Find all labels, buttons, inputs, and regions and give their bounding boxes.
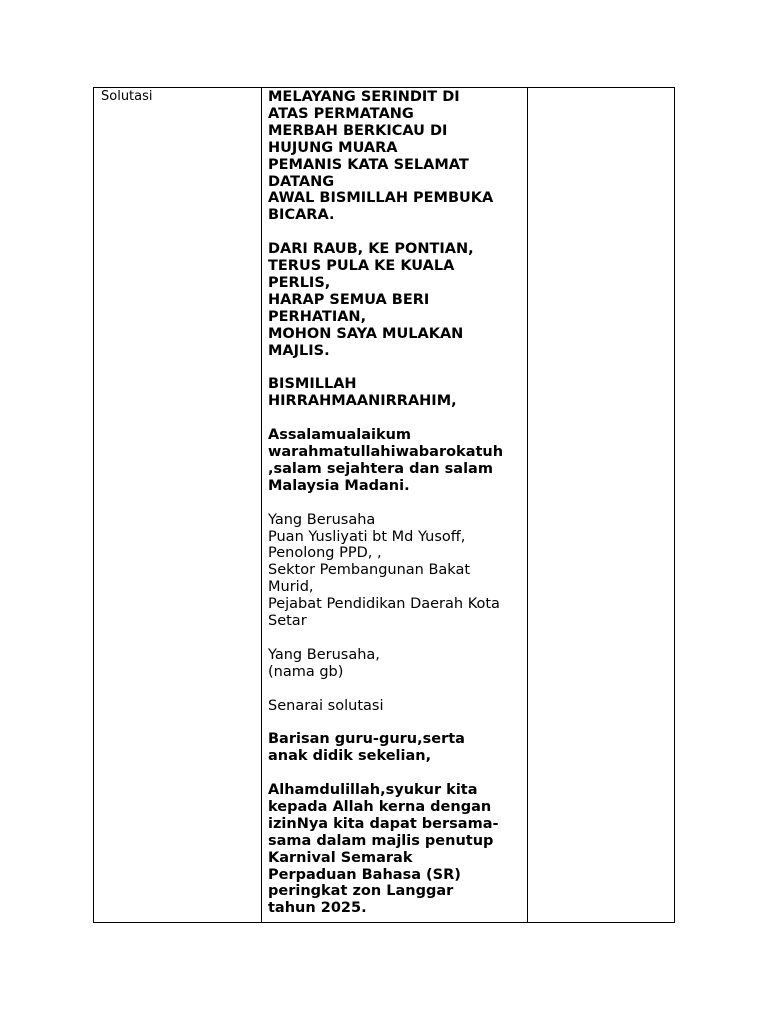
speech-text [268,89,522,934]
row-label: Solutasi [101,89,153,104]
teachers-students: Barisan guru-guru,serta anak didik sekelian, [268,731,465,765]
pantun-opening: MELAYANG SERINDIT DI ATAS PERMATANG MERBAH BERKICAU DI HUJUNG MUARA PEMANIS KATA SELAMAT DATANG AWAL BISMILLAH PEMBUKA BICARA. [268,89,494,224]
content-cell [262,88,528,922]
guest-of-honour: Yang Berusaha Puan Yusliyati bt Md Yusoff, Penolong PPD, , Sektor Pembangunan Bakat Murid, Pejabat Pendidikan Daerah Kota Setar [268,511,500,630]
opening-remarks: Alhamdulillah,syukur kita kepada Allah kerna dengan izinNya kita dapat bersama- sama dalam majlis penutup Karnival Semarak Perpaduan Bahasa (SR) peringkat zon Langgar tahun 2025. [268,782,499,917]
greeting: Assalamualaikum warahmatullahiwabarokatuh ,salam sejahtera dan salam Malaysia Madani. [268,427,504,494]
empty-cell [528,88,674,922]
solutasi-table [93,87,675,923]
headmaster: Yang Berusaha, (nama gb) [268,646,380,680]
label-cell [94,88,262,922]
pantun-second: DARI RAUB, KE PONTIAN, TERUS PULA KE KUALA PERLIS, HARAP SEMUA BERI PERHATIAN, MOHON SAYA MULAKAN MAJLIS. [268,241,474,359]
salutation-list: Senarai solutasi [268,697,384,714]
bismillah: BISMILLAH HIRRAHMAANIRRAHIM, [268,376,457,410]
